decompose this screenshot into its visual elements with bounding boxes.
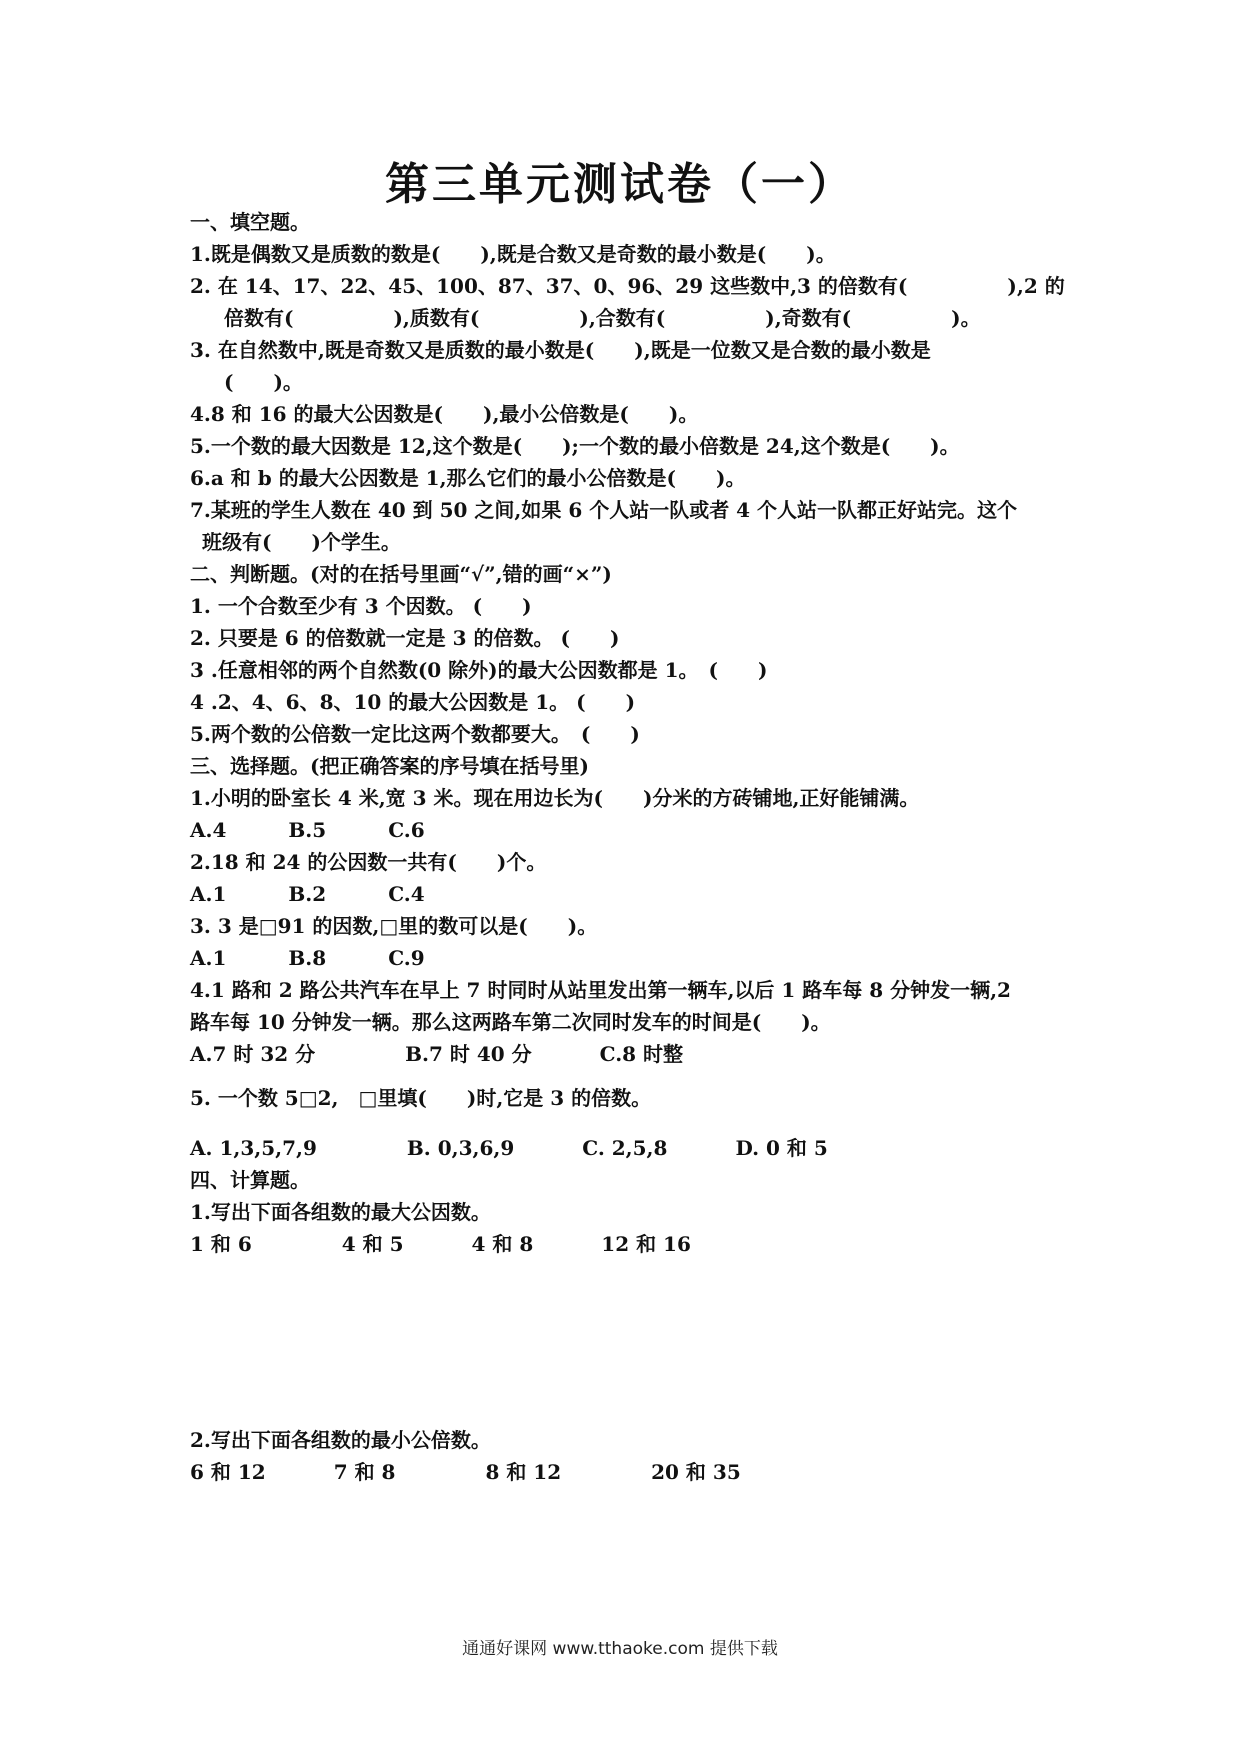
option-b: B. 0,3,6,9 xyxy=(406,1136,515,1160)
choice-question-3: 3. 3 是□91 的因数,□里的数可以是( )。 xyxy=(190,914,598,938)
choice-question-5: 5. 一个数 5□2, □里填( )时,它是 3 的倍数。 xyxy=(190,1086,652,1110)
option-c: C.9 xyxy=(388,946,425,970)
worksheet-content xyxy=(190,206,1070,1488)
option-b: B.2 xyxy=(288,882,327,906)
choice-options-2 xyxy=(190,878,1070,910)
fill-question-2b: 倍数有( ),质数有( ),合数有( ),奇数有( )。 xyxy=(224,306,981,330)
option-c: C.6 xyxy=(388,818,425,842)
option-b: B.7 时 40 分 xyxy=(405,1042,532,1066)
footer-source: 通通好课网 www.tthaoke.com 提供下载 xyxy=(462,1639,778,1659)
number-pair: 6 和 12 xyxy=(190,1460,266,1484)
option-a: A.4 xyxy=(190,818,227,842)
calc-question-1: 1.写出下面各组数的最大公因数。 xyxy=(190,1200,491,1224)
fill-question-2a: 2. 在 14、17、22、45、100、87、37、0、96、29 这些数中,3 的倍数有( ),2 的 xyxy=(190,274,1065,298)
option-c: C.4 xyxy=(388,882,425,906)
judge-question-1: 1. 一个合数至少有 3 个因数。 ( ) xyxy=(190,594,532,618)
option-c: C. 2,5,8 xyxy=(582,1136,668,1160)
fill-question-4: 4.8 和 16 的最大公因数是( ),最小公倍数是( )。 xyxy=(190,402,699,426)
fill-question-1: 1.既是偶数又是质数的数是( ),既是合数又是奇数的最小数是( )。 xyxy=(190,242,836,266)
section-judge-heading: 二、判断题。(对的在括号里画“√”,错的画“×”) xyxy=(190,562,612,586)
section-choice-heading: 三、选择题。(把正确答案的序号填在括号里) xyxy=(190,754,589,778)
option-a: A. 1,3,5,7,9 xyxy=(190,1136,317,1160)
number-pair: 7 和 8 xyxy=(333,1460,396,1484)
judge-question-5: 5.两个数的公倍数一定比这两个数都要大。 ( ) xyxy=(190,722,640,746)
page-title: 第三单元测试卷（一） xyxy=(385,159,855,210)
calc-pairs-2 xyxy=(190,1456,1070,1488)
number-pair: 4 和 5 xyxy=(341,1232,404,1256)
number-pair: 12 和 16 xyxy=(601,1232,691,1256)
option-a: A.7 时 32 分 xyxy=(190,1042,316,1066)
option-c: C.8 时整 xyxy=(599,1042,684,1066)
calc-question-2: 2.写出下面各组数的最小公倍数。 xyxy=(190,1428,491,1452)
judge-question-2: 2. 只要是 6 的倍数就一定是 3 的倍数。 ( ) xyxy=(190,626,620,650)
choice-question-4a: 4.1 路和 2 路公共汽车在早上 7 时同时从站里发出第一辆车,以后 1 路车每 8 分钟发一辆,2 xyxy=(190,978,1011,1002)
choice-question-2: 2.18 和 24 的公因数一共有( )个。 xyxy=(190,850,547,874)
section-calc-heading: 四、计算题。 xyxy=(190,1168,310,1192)
choice-options-3 xyxy=(190,942,1070,974)
option-b: B.5 xyxy=(288,818,327,842)
number-pair: 20 和 35 xyxy=(651,1460,741,1484)
section-fill-heading: 一、填空题。 xyxy=(190,210,310,234)
option-a: A.1 xyxy=(190,946,227,970)
option-d: D. 0 和 5 xyxy=(735,1136,828,1160)
fill-question-6: 6.a 和 b 的最大公因数是 1,那么它们的最小公倍数是( )。 xyxy=(190,466,746,490)
option-a: A.1 xyxy=(190,882,227,906)
fill-question-7b: 班级有( )个学生。 xyxy=(202,530,401,554)
number-pair: 4 和 8 xyxy=(471,1232,534,1256)
choice-options-5 xyxy=(190,1132,1070,1164)
fill-question-5: 5.一个数的最大因数是 12,这个数是( );一个数的最小倍数是 24,这个数是( )。 xyxy=(190,434,960,458)
choice-question-4b: 路车每 10 分钟发一辆。那么这两路车第二次同时发车的时间是( )。 xyxy=(190,1010,831,1034)
option-b: B.8 xyxy=(288,946,327,970)
number-pair: 1 和 6 xyxy=(190,1232,252,1256)
fill-question-3a: 3. 在自然数中,既是奇数又是质数的最小数是( ),既是一位数又是合数的最小数是 xyxy=(190,338,931,362)
judge-question-4: 4 .2、4、6、8、10 的最大公因数是 1。 ( ) xyxy=(190,690,636,714)
judge-question-3: 3 .任意相邻的两个自然数(0 除外)的最大公因数都是 1。 ( ) xyxy=(190,658,768,682)
choice-options-4 xyxy=(190,1038,1070,1070)
number-pair: 8 和 12 xyxy=(485,1460,562,1484)
choice-options-1 xyxy=(190,814,1070,846)
fill-question-3b: ( )。 xyxy=(224,370,303,394)
choice-question-1: 1.小明的卧室长 4 米,宽 3 米。现在用边长为( )分米的方砖铺地,正好能铺满。 xyxy=(190,786,920,810)
fill-question-7a: 7.某班的学生人数在 40 到 50 之间,如果 6 个人站一队或者 4 个人站一队都正好站完。这个 xyxy=(190,498,1018,522)
calc-pairs-1 xyxy=(190,1228,1070,1260)
